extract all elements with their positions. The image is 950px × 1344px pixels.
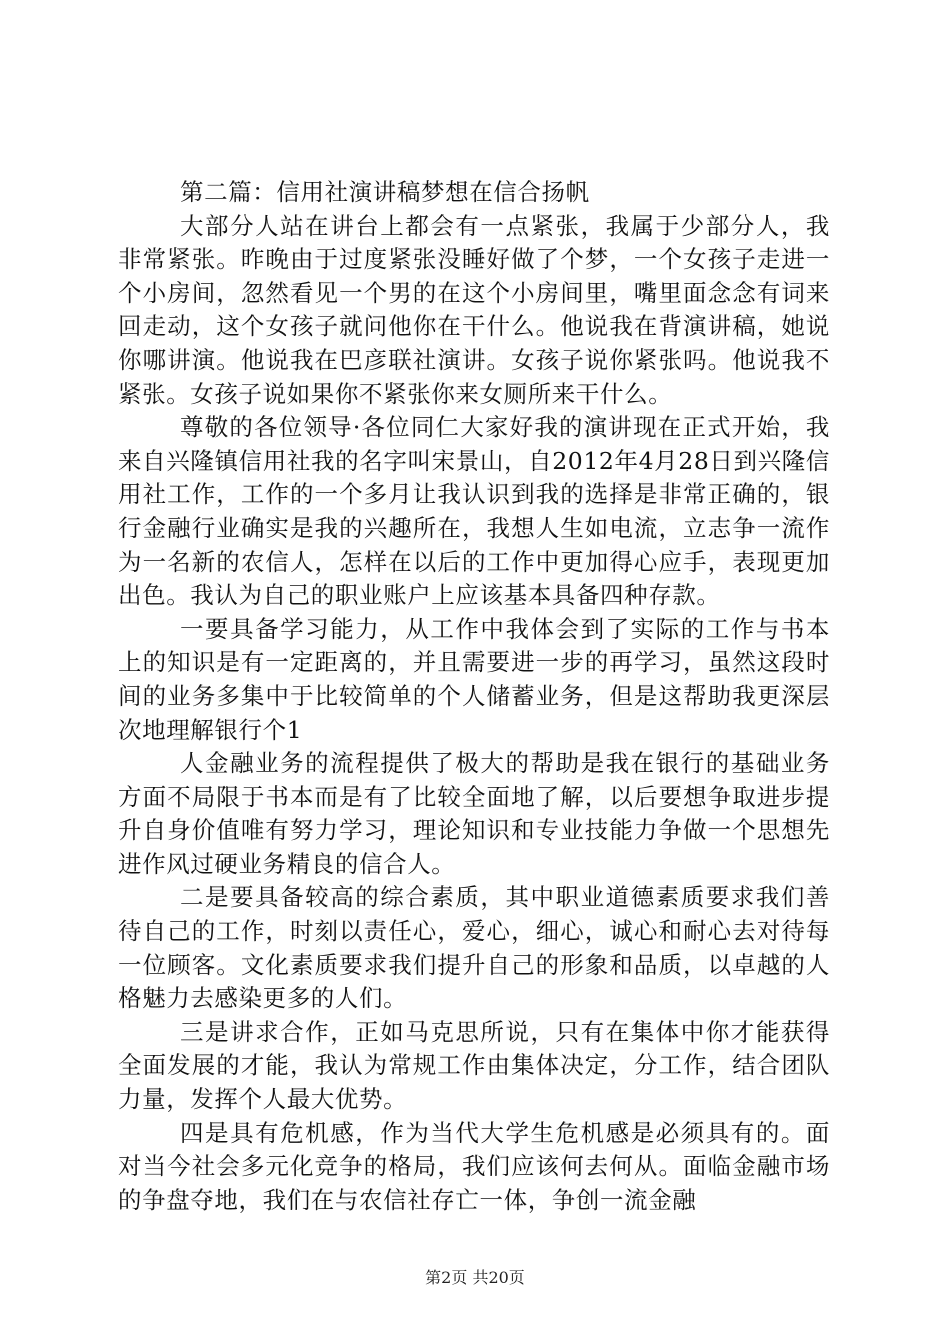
paragraph-intro-anecdote: 大部分人站在讲台上都会有一点紧张，我属于少部分人，我非常紧张。昨晚由于过度紧张没睡好做了个梦，一个女孩子走进一个小房间，忽然看见一个男的在这个小房间里，嘴里面念念有词来回走动，这个女孩子就问他你在干什么。他说我在背演讲稿，她说你哪讲演。他说我在巴彦联社演讲。女孩子说你紧张吗。他说我不紧张。女孩子说如果你不紧张你来女厕所来干什么。 xyxy=(118,211,830,408)
document-title: 第二篇：信用社演讲稿梦想在信合扬帆 xyxy=(180,178,590,206)
paragraph-learning-continued: 人金融业务的流程提供了极大的帮助是我在银行的基础业务方面不局限于书本而是有了比较全面地了解，以后要想争取进步提升自身价值唯有努力学习，理论知识和专业技能力争做一个思想先进作风过硬业务精良的信合人。 xyxy=(118,749,830,878)
paragraph-greeting: 尊敬的各位领导·各位同仁大家好我的演讲现在正式开始，我来自兴隆镇信用社我的名字叫宋景山，自2012年4月28日到兴隆信用社工作，工作的一个多月让我认识到我的选择是非常正确的，银行金融行业确实是我的兴趣所在，我想人生如电流，立志争一流作为一名新的农信人，怎样在以后的工作中更加得心应手，表现更加出色。我认为自己的职业账户上应该基本具备四种存款。 xyxy=(118,413,830,610)
paragraph-comprehensive-quality: 二是要具备较高的综合素质，其中职业道德素质要求我们善待自己的工作，时刻以责任心，爱心，细心，诚心和耐心去对待每一位顾客。文化素质要求我们提升自己的形象和品质，以卓越的人格魅力去感染更多的人们。 xyxy=(118,883,830,1013)
paragraph-cooperation: 三是讲求合作，正如马克思所说，只有在集体中你才能获得全面发展的才能，我认为常规工作由集体决定，分工作，结合团队力量，发挥个人最大优势。 xyxy=(118,1017,830,1114)
page-number-footer: 第2页 共20页 xyxy=(425,1268,525,1287)
paragraph-sense-of-crisis: 四是具有危机感，作为当代大学生危机感是必须具有的。面对当今社会多元化竞争的格局，我们应该何去何从。面临金融市场的争盘夺地，我们在与农信社存亡一体，争创一流金融 xyxy=(118,1118,830,1214)
document-body xyxy=(118,176,830,1217)
paragraph-learning-ability: 一要具备学习能力，从工作中我体会到了实际的工作与书本上的知识是有一定距离的，并且需要进一步的再学习，虽然这段时间的业务多集中于比较简单的个人储蓄业务，但是这帮助我更深层次地理解银行个1 xyxy=(118,614,830,744)
